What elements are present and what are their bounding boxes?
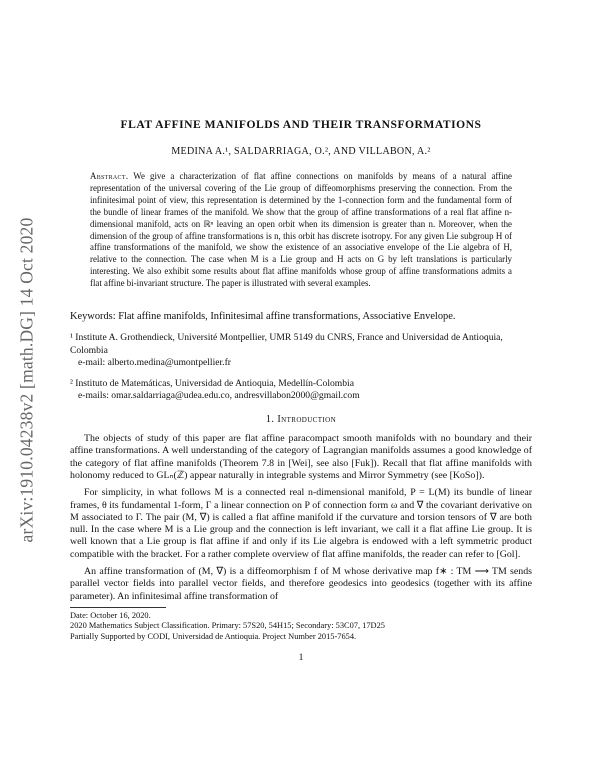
footnote-date: Date: October 16, 2020. bbox=[70, 610, 151, 620]
affiliation-2 bbox=[70, 378, 532, 403]
affiliation-1-email[interactable]: e-mail: alberto.medina@umontpellier.fr bbox=[78, 357, 231, 369]
paper-page bbox=[70, 118, 532, 663]
affiliation-1 bbox=[70, 332, 532, 370]
section-heading bbox=[70, 414, 532, 425]
arxiv-sidebar-stamp bbox=[12, 190, 42, 570]
page-number: 1 bbox=[298, 651, 304, 663]
abstract bbox=[90, 171, 512, 290]
affiliation-1-text: ¹ Institute A. Grothendieck, Université Montpellier, UMR 5149 du CNRS, France and Universidad de Antioquia, Colombia bbox=[70, 332, 503, 356]
arxiv-id: arXiv:1910.04238v2 [math.DG] 14 Oct 2020 bbox=[16, 217, 37, 543]
intro-paragraph: An affine transformation of (M, ∇) is a diffeomorphism f of M whose derivative map f∗ : TM ⟶ TM sends parallel vector fields into parallel vector fields, and therefore geodesics into geodesics (together with its affine parameter). An infinitesimal affine transformation of bbox=[70, 566, 532, 602]
footnote-support: Partially Supported by CODI, Universidad de Antioquia. Project Number 2015-7654. bbox=[70, 632, 357, 642]
affiliation-2-text: ² Instituto de Matemáticas, Universidad de Antioquia, Medellín-Colombia bbox=[70, 377, 354, 389]
intro-paragraph: The objects of study of this paper are flat affine paracompact smooth manifolds with no boundary and their affine transformations. A well understanding of the category of Lagrangian manifolds assumes a good knowledge of the category of flat affine manifolds (Theorem 7.8 in [Wei], see also [Fuk]). Recall that flat affine manifolds with holonomy reduced to GLₙ(ℤ) appear naturally in integrable systems and Mirror Symmetry (see [KoSo]). bbox=[70, 433, 532, 481]
section-title: Introduction bbox=[277, 414, 337, 426]
footnotes bbox=[70, 611, 532, 643]
abstract-label: Abstract. bbox=[90, 171, 129, 181]
footnote-rule bbox=[70, 607, 166, 608]
section-number: 1. bbox=[265, 414, 275, 426]
footnote-msc: 2020 Mathematics Subject Classification. Primary: 57S20, 54H15; Secondary: 53C07, 17D25 bbox=[70, 621, 385, 631]
paper-title: FLAT AFFINE MANIFOLDS AND THEIR TRANSFORMATIONS bbox=[120, 118, 482, 131]
author-list: MEDINA A.¹, SALDARRIAGA, O.², AND VILLABON, A.² bbox=[171, 146, 431, 157]
keywords: Keywords: Flat affine manifolds, Infinitesimal affine transformations, Associative Envelope. bbox=[70, 311, 456, 323]
intro-paragraph: For simplicity, in what follows M is a connected real n-dimensional manifold, P = L(M) its bundle of linear frames, θ its fundamental 1-form, Γ a linear connection on P of connection form ω and ∇ the covariant derivative on M associated to Γ. The pair (M, ∇) is called a flat affine manifold if the curvature and torsion tensors of ∇ are both null. In the case where M is a Lie group and the connection is left invariant, we call it a flat affine Lie group. It is well known that a Lie group is flat affine if and only if its Lie algebra is endowed with a left symmetric product compatible with the bracket. For a rather complete overview of flat affine manifolds, the reader can refer to [Gol]. bbox=[70, 487, 532, 560]
affiliation-2-email[interactable]: e-mails: omar.saldarriaga@udea.edu.co, andresvillabon2000@gmail.com bbox=[78, 390, 360, 402]
abstract-text: We give a characterization of flat affine connections on manifolds by means of a natural affine representation of the universal covering of the Lie group of diffeomorphisms preserving the connection. From the infinitesimal point of view, this representation is determined by the 1-connection form and the fundamental form of the bundle of linear frames of the manifold. We show that the group of affine transformations of a real flat affine n-dimensional manifold, acts on ℝⁿ leaving an open orbit when its dimension is greater than n. Moreover, when the dimension of the group of affine transformations is n, this orbit has discrete isotropy. For any given Lie subgroup H of affine transformations of the manifold, we show the existence of an associative envelope of the Lie algebra of H, relative to the connection. The case when M is a Lie group and H acts on G by left translations is particularly interesting. We also exhibit some results about flat affine manifolds whose group of affine transformations admits a flat affine bi-invariant structure. The paper is illustrated with several examples. bbox=[90, 171, 512, 289]
